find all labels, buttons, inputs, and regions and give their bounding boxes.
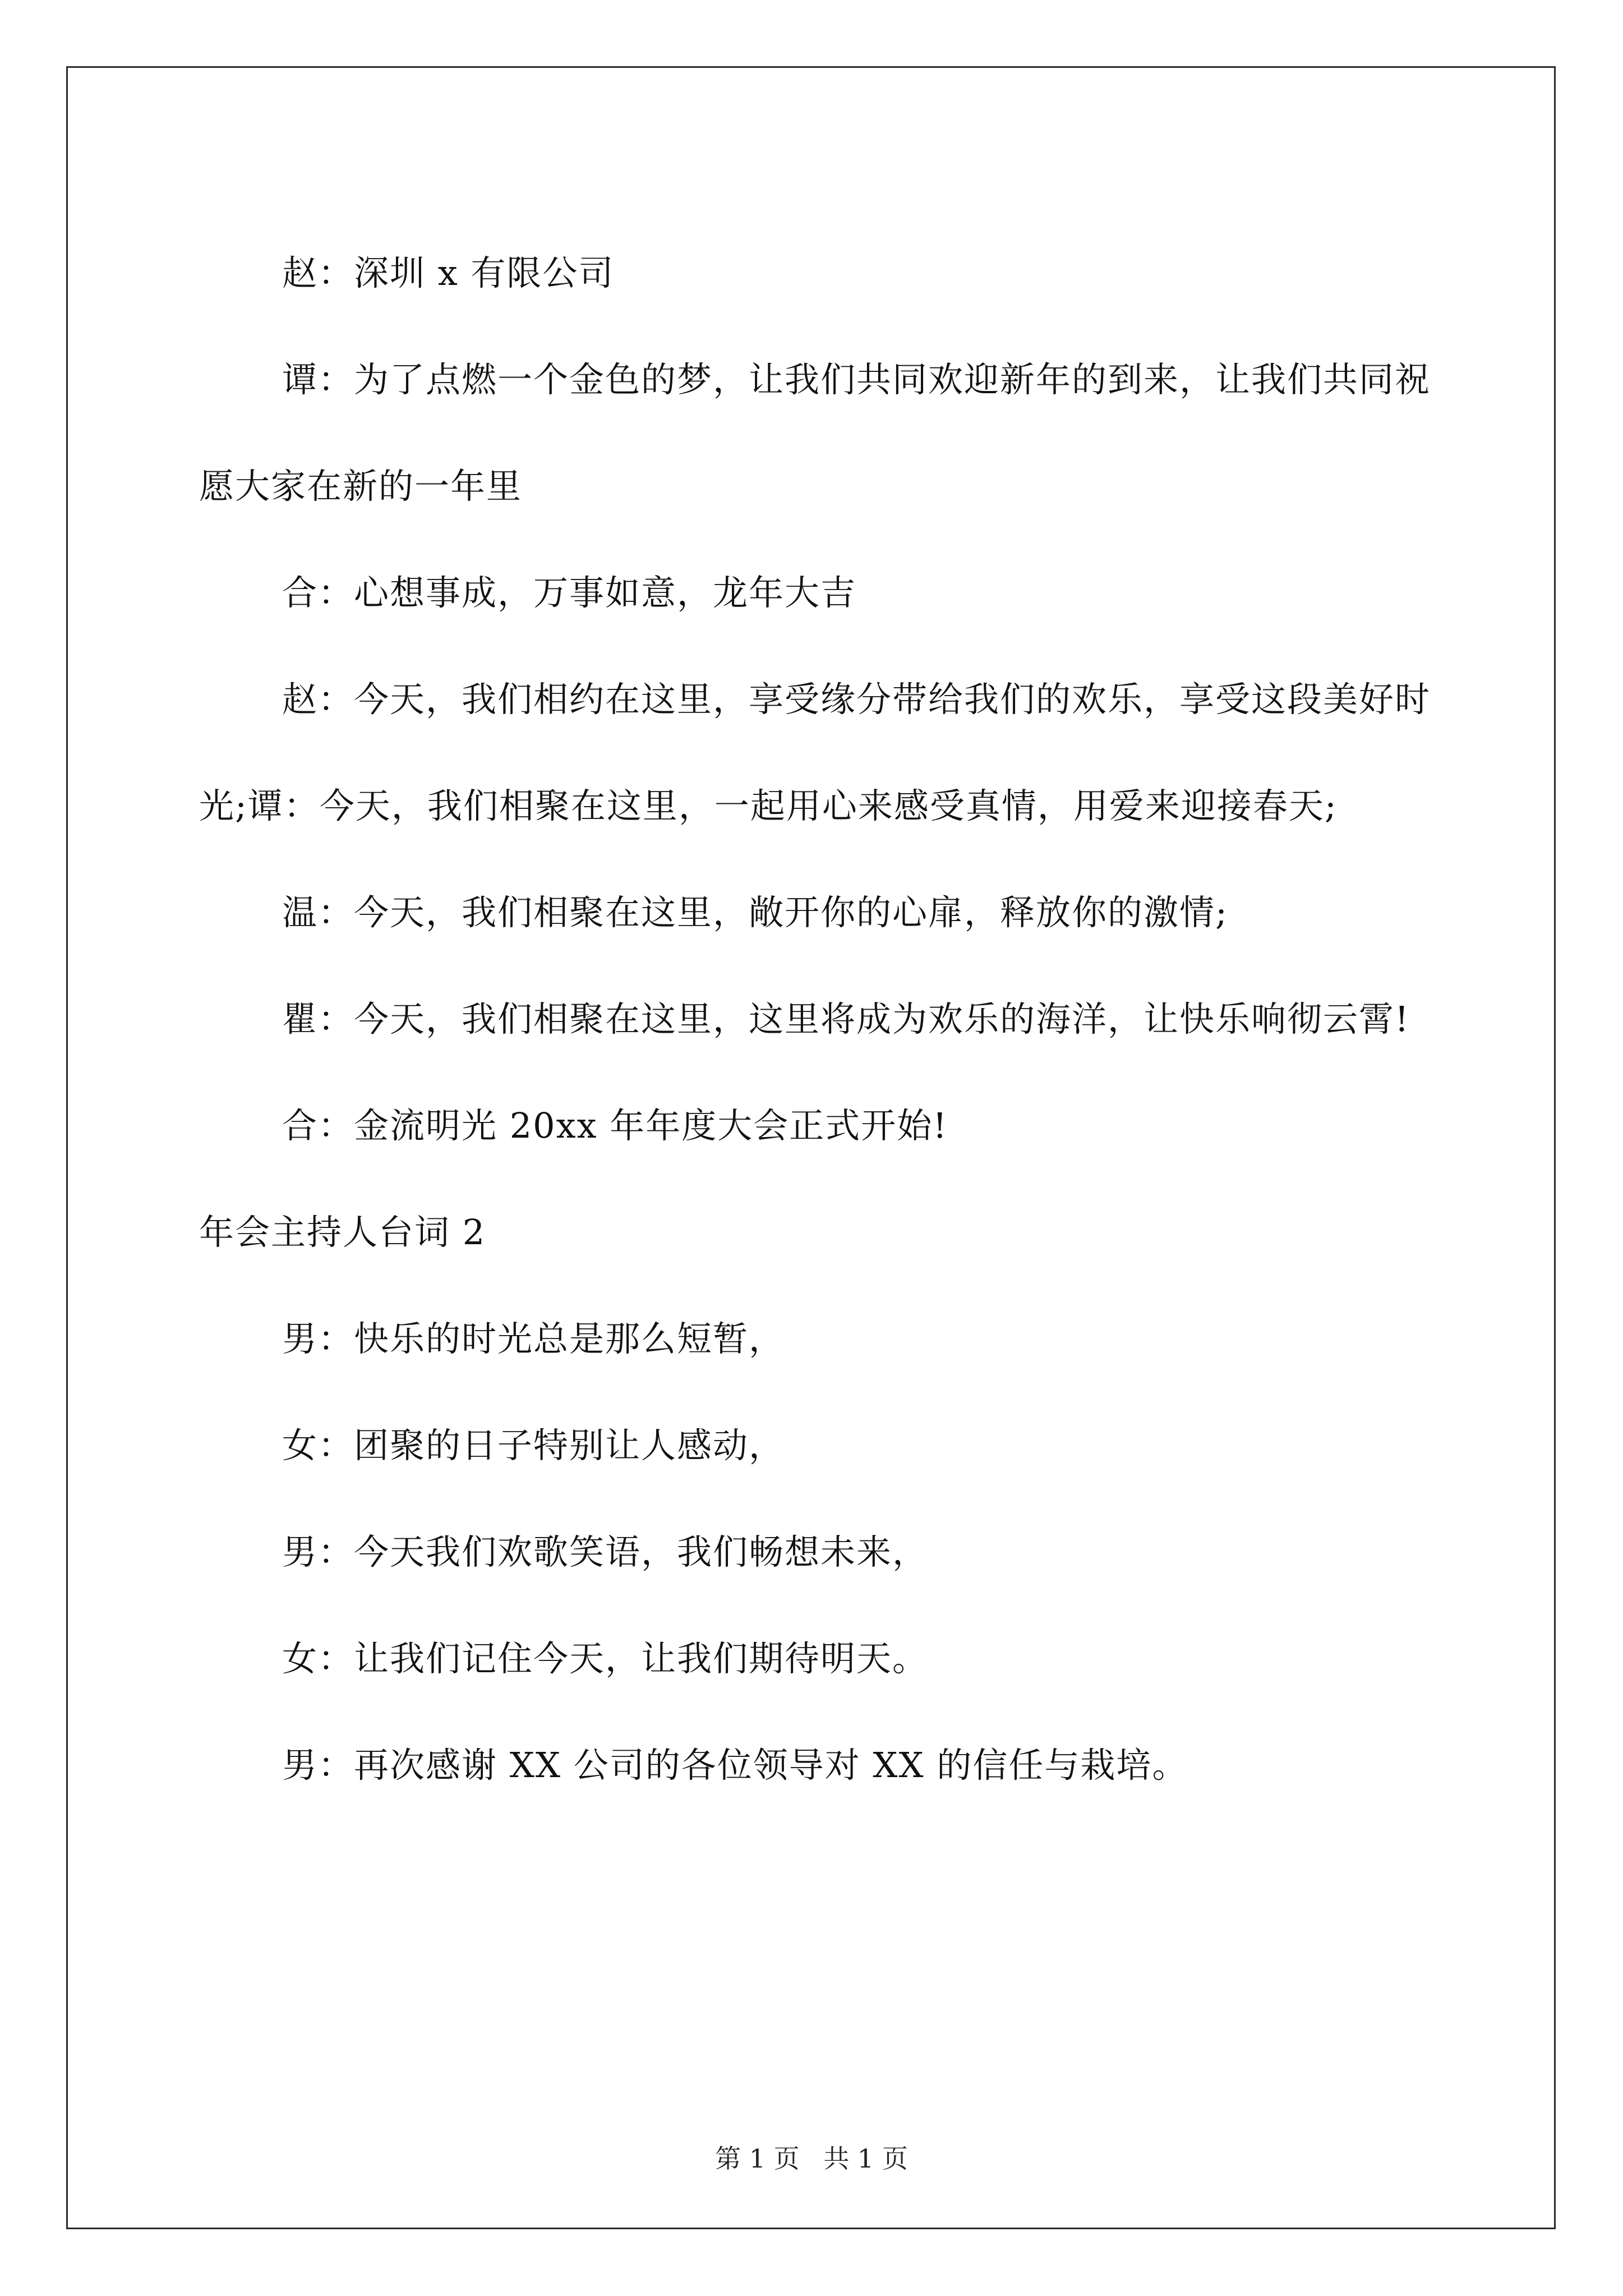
paragraph-5: 温：今天，我们相聚在这里，敞开你的心扉，释放你的激情; [282,892,1228,933]
dialogue-line-3: 男：今天我们欢歌笑语，我们畅想未来， [282,1531,929,1572]
paragraph-1: 赵：深圳 x 有限公司 [282,252,615,293]
dialogue-line-5: 男：再次感谢 XX 公司的各位领导对 XX 的信任与栽培。 [282,1745,1188,1786]
page-number-total: 共 1 页 [823,2143,908,2174]
section-heading: 年会主持人台词 2 [199,1212,486,1253]
paragraph-7: 合：金流明光 20xx 年年度大会正式开始! [282,1105,948,1146]
dialogue-line-4: 女：让我们记住今天，让我们期待明天。 [282,1638,929,1679]
page-footer [0,2138,1623,2175]
paragraph-6: 瞿：今天，我们相聚在这里，这里将成为欢乐的海洋，让快乐响彻云霄! [282,999,1410,1039]
dialogue-line-1: 男：快乐的时光总是那么短暂， [282,1318,785,1359]
document-body [199,220,1433,1819]
page-number-current: 第 1 页 [715,2143,800,2174]
paragraph-3: 合：心想事成，万事如意，龙年大吉 [282,572,857,613]
dialogue-line-2: 女：团聚的日子特别让人感动， [282,1425,785,1466]
paragraph-4: 赵：今天，我们相约在这里，享受缘分带给我们的欢乐，享受这段美好时光;谭：今天，我们相聚在这里，一起用心来感受真情，用爱来迎接春天; [199,679,1431,826]
paragraph-2: 谭：为了点燃一个金色的梦，让我们共同欢迎新年的到来，让我们共同祝愿大家在新的一年里 [199,359,1431,507]
